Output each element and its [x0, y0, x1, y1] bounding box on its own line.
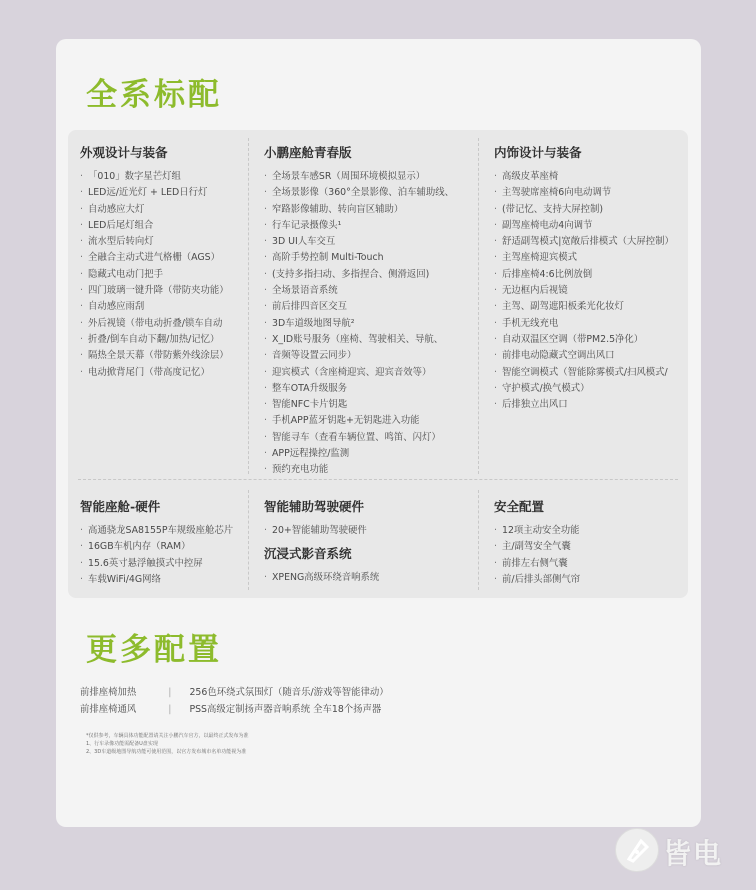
feature-item: · 整车OTA升级服务	[264, 381, 454, 397]
more-config-left: 前排座椅通风	[80, 704, 137, 715]
feature-item: · 高阶手势控制 Multi-Touch	[264, 250, 454, 266]
feature-item: · 后排独立出风口	[494, 397, 674, 413]
feature-item: · 守护模式/换气模式）	[494, 381, 674, 397]
feature-item: · XPENG高级环绕音响系统	[264, 570, 379, 586]
separator: |	[168, 687, 172, 698]
feature-item: · APP远程操控/监测	[264, 446, 454, 462]
feature-item: · 20+智能辅助驾驶硬件	[264, 523, 367, 539]
feature-item: · 手机无线充电	[494, 316, 674, 332]
more-config-right: 256色环绕式氛围灯（随音乐/游戏等智能律动）	[189, 687, 389, 698]
pen-nib-logo-icon	[615, 828, 659, 872]
feature-item: · 四门玻璃一键升降（带防夹功能）	[80, 283, 229, 299]
section-adas-hardware	[264, 497, 367, 539]
feature-item: · 主驾驶席座椅6向电动调节	[494, 185, 674, 201]
feature-item: · 前/后排头部侧气帘	[494, 572, 580, 588]
feature-item: · 「010」数字星芒灯组	[80, 169, 229, 185]
feature-item: · 外后视镜（带电动折叠/锁车自动	[80, 316, 229, 332]
feature-item: · 3D车道级地图导航²	[264, 316, 454, 332]
section-title: 智能座舱-硬件	[80, 499, 161, 514]
feature-item: · 车载WiFi/4G网络	[80, 572, 233, 588]
feature-item: · (带记忆、支持大屏控制)	[494, 202, 674, 218]
more-config-row	[80, 701, 381, 715]
feature-item: · 预约充电功能	[264, 462, 454, 478]
section-safety	[494, 497, 580, 588]
feature-item: · 自动双温区空调（带PM2.5净化）	[494, 332, 674, 348]
section-exterior	[80, 143, 229, 381]
feature-item: · 全融合主动式进气格栅（AGS）	[80, 250, 229, 266]
feature-item: · 隐藏式电动门把手	[80, 267, 229, 283]
section-title: 小鹏座舱青春版	[264, 145, 352, 160]
section-cockpit	[264, 143, 454, 479]
watermark	[615, 828, 737, 870]
feature-item: · 16GB车机内存（RAM）	[80, 539, 233, 555]
section-interior	[494, 143, 674, 413]
divider	[248, 490, 249, 590]
feature-item: · 无边框内后视镜	[494, 283, 674, 299]
feature-item: · 全场景语音系统	[264, 283, 454, 299]
feature-item: · 迎宾模式（含座椅迎宾、迎宾音效等）	[264, 365, 454, 381]
footnote: *仅供参考，车辆具体功能配置请关注小鹏汽车官方，以最终正式发布为准	[86, 733, 249, 739]
more-config-left: 前排座椅加热	[80, 687, 137, 698]
section-title: 智能辅助驾驶硬件	[264, 499, 365, 514]
section-title: 外观设计与装备	[80, 145, 168, 160]
feature-item: · 全场景车感SR（周围环境模拟显示）	[264, 169, 454, 185]
feature-item: · X_ID账号服务（座椅、驾驶相关、导航、	[264, 332, 454, 348]
feature-item: · 15.6英寸悬浮触摸式中控屏	[80, 556, 233, 572]
feature-item: · 自动感应雨刮	[80, 299, 229, 315]
feature-item: · 副驾座椅电动4向调节	[494, 218, 674, 234]
feature-item: · 智能NFC卡片钥匙	[264, 397, 454, 413]
feature-item: · 主/副驾安全气囊	[494, 539, 580, 555]
standard-config-panel	[68, 130, 688, 598]
section-title: 沉浸式影音系统	[264, 546, 352, 561]
feature-item: · LED后尾灯组合	[80, 218, 229, 234]
feature-item: · 12项主动安全功能	[494, 523, 580, 539]
section-title: 安全配置	[494, 499, 545, 514]
feature-item: · 音频等设置云同步）	[264, 348, 454, 364]
spec-card	[56, 39, 701, 827]
section-audio	[264, 544, 379, 586]
separator: |	[168, 704, 172, 715]
feature-item: · 3D UI人车交互	[264, 234, 454, 250]
more-config-right: PSS高级定制扬声器音响系统 全车18个扬声器	[189, 704, 382, 715]
section-cockpit-hardware	[80, 497, 233, 588]
feature-item: · 后排座椅4:6比例放倒	[494, 267, 674, 283]
more-config-title: 更多配置	[86, 632, 222, 668]
feature-item: · 前排左右侧气囊	[494, 556, 580, 572]
feature-item: · (支持多指扫动、多指捏合、侧滑返回)	[264, 267, 454, 283]
feature-item: · 行车记录摄像头¹	[264, 218, 454, 234]
feature-item: · 全场景影像（360°全景影像、泊车辅助线、	[264, 185, 454, 201]
more-config-row	[80, 684, 389, 698]
divider	[478, 490, 479, 590]
feature-item: · 折叠/倒车自动下翻/加热/记忆）	[80, 332, 229, 348]
feature-item: · 自动感应大灯	[80, 202, 229, 218]
feature-item: · 窄路影像辅助、转向盲区辅助）	[264, 202, 454, 218]
feature-item: · 智能空调模式（智能除雾模式/扫风模式/	[494, 365, 674, 381]
feature-item: · 舒适副驾模式|宽敞后排模式（大屏控制）	[494, 234, 674, 250]
feature-item: · 电动掀背尾门（带高度记忆）	[80, 365, 229, 381]
feature-item: · 高通骁龙SA8155P车规级座舱芯片	[80, 523, 233, 539]
feature-item: · 主驾座椅迎宾模式	[494, 250, 674, 266]
section-title: 内饰设计与装备	[494, 145, 582, 160]
feature-item: · LED远/近光灯 + LED日行灯	[80, 185, 229, 201]
feature-item: · 高级皮革座椅	[494, 169, 674, 185]
feature-item: · 流水型后转向灯	[80, 234, 229, 250]
divider	[478, 138, 479, 474]
feature-item: · 手机APP蓝牙钥匙+无钥匙进入功能	[264, 413, 454, 429]
footnote: 2、3D车道级地图导航功能可使用范围，以官方发布城市名单功能视为准	[86, 749, 247, 755]
footnote: 1、行车录像功能需配备U盘实现	[86, 741, 158, 747]
standard-config-title: 全系标配	[86, 77, 222, 113]
feature-item: · 主驾、副驾遮阳板柔光化妆灯	[494, 299, 674, 315]
feature-item: · 前后排四音区交互	[264, 299, 454, 315]
feature-item: · 隔热全景天幕（带防紫外线涂层）	[80, 348, 229, 364]
footnotes	[86, 732, 249, 756]
watermark-text: 皆电	[663, 837, 724, 870]
divider	[248, 138, 249, 474]
feature-item: · 智能寻车（查看车辆位置、鸣笛、闪灯）	[264, 430, 454, 446]
feature-item: · 前排电动隐藏式空调出风口	[494, 348, 674, 364]
divider	[78, 479, 678, 480]
